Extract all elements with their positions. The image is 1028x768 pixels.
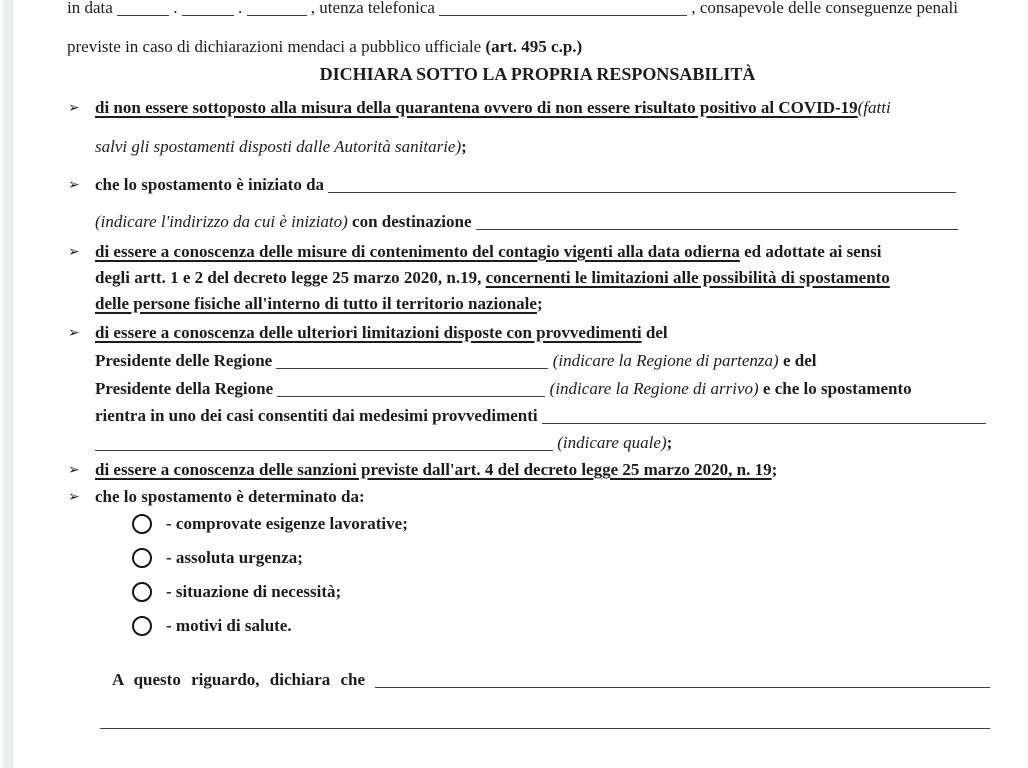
declaration-title: DICHIARA SOTTO LA PROPRIA RESPONSABILITÀ (319, 64, 756, 84)
intro-line-1 (67, 0, 958, 18)
regional-limits-underlined: di essere a conoscenza delle ulteriori limitazioni disposte con provvedimenti (95, 323, 642, 342)
containment-underlined-2: concernenti le limitazioni alle possibilità di spostamento (485, 268, 890, 287)
document-page (14, 0, 1028, 768)
intro-text-previste: previste in caso di dichiarazioni mendaci a pubblico ufficiale (67, 37, 486, 56)
bullet-regional-limits (68, 322, 668, 345)
viewer-background-strip (0, 0, 13, 768)
option-necessity-label: - situazione di necessità; (166, 582, 342, 601)
intro-line-2 (67, 36, 582, 57)
intro-text-art495: (art. 495 c.p.) (485, 37, 583, 56)
allowed-case-line (95, 405, 986, 426)
destination-blank (476, 216, 958, 230)
bullet-quarantine (68, 97, 958, 120)
radio-health-reasons[interactable] (132, 616, 152, 636)
bullet-trip-start (68, 174, 956, 197)
region-arrival-tail: e che lo spostamento (758, 379, 912, 398)
containment-underlined-1: di essere a conoscenza delle misure di contenimento del contagio vigenti alla data odierna (95, 242, 740, 261)
phone-number-blank (439, 2, 687, 16)
region-departure-label: Presidente delle Regione (95, 351, 277, 370)
bullet-trip-start-cont (95, 211, 958, 232)
bullet-trip-reason (68, 486, 365, 509)
bullet-sanctions (68, 459, 777, 482)
declaration-statement-line (112, 669, 990, 690)
option-necessity (132, 582, 341, 602)
option-health-reasons (132, 616, 292, 636)
arrow-bullet-icon: ➢ (68, 100, 80, 116)
date-separator-2: . (233, 0, 247, 17)
sanctions-semicolon: ; (771, 460, 778, 479)
bullet-quarantine-fatti: (fatti (857, 98, 891, 117)
region-departure-blank (276, 355, 548, 369)
arrow-bullet-icon: ➢ (68, 325, 80, 341)
allowed-case-label: rientra in uno dei casi consentiti dai medesimi provvedimenti (95, 406, 542, 425)
option-health-reasons-label: - motivi di salute. (166, 616, 292, 635)
region-arrival-blank (277, 383, 545, 397)
bullet-trip-start-text: che lo spostamento è iniziato da (95, 175, 329, 194)
intro-text-in-data: in data (67, 0, 118, 17)
bullet-quarantine-italic: salvi gli spostamenti disposti dalle Autorità sanitarie) (95, 137, 462, 156)
arrow-bullet-icon: ➢ (68, 177, 80, 193)
origin-address-blank (328, 179, 956, 193)
sanctions-underlined: di essere a conoscenza delle sanzioni previste dall'art. 4 del decreto legge 25 marzo 2020, n. 19 (95, 460, 772, 479)
bullet-containment-measures (68, 241, 882, 264)
allowed-case-blank-1 (542, 410, 986, 424)
declaration-blank (375, 674, 990, 688)
regional-limits-del: del (641, 323, 668, 342)
allowed-case-semicolon: ; (666, 433, 673, 452)
date-month-blank (182, 2, 234, 16)
date-day-blank (117, 2, 169, 16)
declaration-continuation-blank (100, 712, 990, 729)
arrow-bullet-icon: ➢ (68, 462, 80, 478)
allowed-case-cont-line (95, 432, 672, 453)
trip-reason-label: che lo spostamento è determinato da: (95, 487, 365, 506)
region-departure-edel: e del (778, 351, 817, 370)
region-arrival-line (95, 378, 912, 399)
bullet-containment-cont-1 (95, 267, 890, 288)
origin-hint-italic: (indicare l'indirizzo da cui è iniziato) (95, 212, 348, 231)
containment-plain-2: degli artt. 1 e 2 del decreto legge 25 marzo 2020, n.19, (95, 268, 486, 287)
region-arrival-hint: (indicare la Regione di arrivo) (545, 379, 759, 398)
intro-text-utenza: , utenza telefonica (306, 0, 440, 17)
arrow-bullet-icon: ➢ (68, 489, 80, 505)
option-absolute-urgency-label: - assoluta urgenza; (166, 548, 303, 567)
arrow-bullet-icon: ➢ (68, 244, 80, 260)
option-work-reasons-label: - comprovate esigenze lavorative; (166, 514, 408, 533)
containment-semicolon: ; (536, 294, 543, 313)
option-absolute-urgency (132, 548, 303, 568)
bullet-containment-cont-2 (95, 293, 543, 314)
containment-plain-1: ed adottate ai sensi (739, 242, 882, 261)
region-departure-line (95, 350, 817, 371)
intro-text-consapevole: , consapevole delle conseguenze penali (687, 0, 958, 17)
bullet-quarantine-semicolon: ; (461, 137, 467, 156)
allowed-case-hint: (indicare quale) (553, 433, 667, 452)
containment-underlined-3: delle persone fisiche all'interno di tutto il territorio nazionale (95, 294, 537, 313)
allowed-case-blank-2 (95, 437, 553, 451)
region-departure-hint: (indicare la Regione di partenza) (548, 351, 779, 370)
declaration-statement-label: A questo riguardo, dichiara che (112, 670, 376, 689)
date-year-blank (247, 2, 307, 16)
date-separator-1: . (169, 0, 182, 17)
bullet-quarantine-cont (95, 136, 467, 157)
region-arrival-label: Presidente della Regione (95, 379, 278, 398)
radio-absolute-urgency[interactable] (132, 548, 152, 568)
bullet-quarantine-main: di non essere sottoposto alla misura della quarantena ovvero di non essere risultato positivo al COVID-19 (95, 98, 858, 117)
radio-necessity[interactable] (132, 582, 152, 602)
radio-work-reasons[interactable] (132, 514, 152, 534)
option-work-reasons (132, 514, 408, 534)
destination-label: con destinazione (347, 212, 476, 231)
